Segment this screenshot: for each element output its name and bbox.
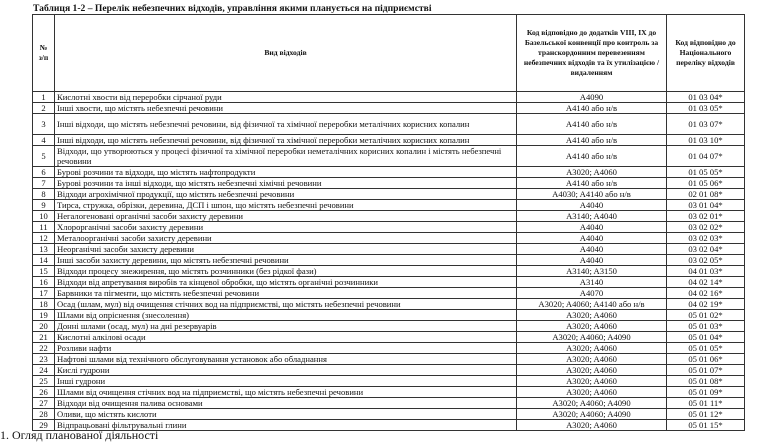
row-number-cell: 2 [33,103,55,114]
table-row [33,387,745,398]
basel-code-cell: A4040 [517,200,667,211]
national-code-cell: 05 01 09* [667,387,745,398]
basel-code-cell: A3020; A4060 [517,365,667,376]
basel-code-cell: A3140 [517,277,667,288]
table-body [33,92,745,431]
table-row [33,299,745,310]
waste-type-cell: Бурові розчини та відходи, що містять нафтопродукти [55,167,517,178]
table-row [33,321,745,332]
waste-type-cell: Нафтові шлами від технічного обслуговування установок або обладнання [55,354,517,365]
row-number-cell: 18 [33,299,55,310]
section-heading-footer: 1. Огляд планованої діяльності [0,428,159,442]
table-row [33,354,745,365]
table-row [33,365,745,376]
row-number-cell: 28 [33,409,55,420]
waste-type-cell: Відпрацьовані фільтрувальні глини [55,420,517,431]
row-number-cell: 16 [33,277,55,288]
header-waste-type: Вид відходів [55,15,517,92]
waste-type-cell: Відходи, що утворюються у процесі фізичної та хімічної переробки неметалічних корисних копалин і містять небезпечні речовини [55,146,517,167]
table-row [33,178,745,189]
table-row [33,103,745,114]
national-code-cell: 05 01 11* [667,398,745,409]
row-number-cell: 21 [33,332,55,343]
row-number-cell: 6 [33,167,55,178]
national-code-cell: 01 04 07* [667,146,745,167]
basel-code-cell: A3020; A4060 [517,343,667,354]
waste-type-cell: Інші відходи, що містять небезпечні речовини, від фізичної та хімічної переробки металічних корисних копалин [55,114,517,135]
basel-code-cell: A3020; A4060; A4140 або н/в [517,299,667,310]
waste-type-cell: Розливи нафти [55,343,517,354]
waste-type-cell: Хлорорганічні засоби захисту деревини [55,222,517,233]
national-code-cell: 05 01 06* [667,354,745,365]
table-row [33,343,745,354]
waste-type-cell: Шлами від опріснення (знесолення) [55,310,517,321]
row-number-cell: 12 [33,233,55,244]
row-number-cell: 8 [33,189,55,200]
basel-code-cell: A3020; A4060; A4090 [517,409,667,420]
basel-code-cell: A3020; A4060 [517,167,667,178]
header-national-code: Код відповідно до Національного переліку відходів [667,15,745,92]
row-number-cell: 15 [33,266,55,277]
waste-type-cell: Інші хвости, що містять небезпечні речовини [55,103,517,114]
national-code-cell: 01 03 05* [667,103,745,114]
waste-type-cell: Шлами від очищення стічних вод на підприємстві, що містять небезпечні речовини [55,387,517,398]
waste-type-cell: Оливи, що містять кислоти [55,409,517,420]
waste-type-cell: Відходи агрохімічної продукції, що містять небезпечні речовини [55,189,517,200]
national-code-cell: 05 01 07* [667,365,745,376]
waste-type-cell: Кислотні хвости від переробки сірчаної руди [55,92,517,103]
basel-code-cell: A3140; A4040 [517,211,667,222]
waste-type-cell: Відходи процесу знежирення, що містять розчинники (без рідкої фази) [55,266,517,277]
waste-type-cell: Барвники та пігменти, що містять небезпечні речовини [55,288,517,299]
national-code-cell: 03 02 04* [667,244,745,255]
national-code-cell: 02 01 08* [667,189,745,200]
table-row [33,222,745,233]
basel-code-cell: A4070 [517,288,667,299]
basel-code-cell: A4140 або н/в [517,146,667,167]
waste-type-cell: Інші гудрони [55,376,517,387]
table-row [33,92,745,103]
row-number-cell: 20 [33,321,55,332]
row-number-cell: 5 [33,146,55,167]
basel-code-cell: A3020; A4060 [517,420,667,431]
table-row [33,332,745,343]
waste-type-cell: Неорганічні засоби захисту деревини [55,244,517,255]
waste-type-cell: Негалогеновані органічні засоби захисту деревини [55,211,517,222]
waste-type-cell: Осад (шлам, мул) від очищення стічних вод на підприємстві, що містять небезпечні речовини [55,299,517,310]
table-caption: Таблиця 1-2 – Перелік небезпечних відходів, управління якими планується на підприємстві [33,3,432,14]
basel-code-cell: A3020; A4060; A4090 [517,332,667,343]
row-number-cell: 3 [33,114,55,135]
national-code-cell: 04 02 19* [667,299,745,310]
waste-type-cell: Відходи від апретування виробів та кінцевої обробки, що містять органічні розчинники [55,277,517,288]
national-code-cell: 05 01 12* [667,409,745,420]
table-row [33,310,745,321]
row-number-cell: 7 [33,178,55,189]
row-number-cell: 25 [33,376,55,387]
national-code-cell: 01 05 06* [667,178,745,189]
national-code-cell: 03 02 05* [667,255,745,266]
basel-code-cell: A4140 або н/в [517,178,667,189]
table-row [33,398,745,409]
basel-code-cell: A3020; A4060 [517,321,667,332]
table-row [33,255,745,266]
waste-type-cell: Металоорганічні засоби захисту деревини [55,233,517,244]
row-number-cell: 17 [33,288,55,299]
basel-code-cell: A4030; A4140 або н/в [517,189,667,200]
national-code-cell: 05 01 03* [667,321,745,332]
basel-code-cell: A4140 або н/в [517,114,667,135]
header-number: № з/п [33,15,55,92]
row-number-cell: 27 [33,398,55,409]
table-row [33,233,745,244]
table-row [33,200,745,211]
basel-code-cell: A4040 [517,233,667,244]
table-row [33,244,745,255]
national-code-cell: 05 01 04* [667,332,745,343]
national-code-cell: 05 01 15* [667,420,745,431]
waste-type-cell: Бурові розчини та інші відходи, що містять небезпечні хімічні речовини [55,178,517,189]
waste-type-cell: Відходи від очищення палива основами [55,398,517,409]
national-code-cell: 05 01 02* [667,310,745,321]
row-number-cell: 19 [33,310,55,321]
national-code-cell: 01 05 05* [667,167,745,178]
basel-code-cell: A4140 або н/в [517,135,667,146]
table-row [33,114,745,135]
row-number-cell: 23 [33,354,55,365]
table-row [33,266,745,277]
national-code-cell: 01 03 07* [667,114,745,135]
table-header-row [33,15,745,92]
basel-code-cell: A4040 [517,255,667,266]
table-row [33,146,745,167]
row-number-cell: 13 [33,244,55,255]
header-basel-code: Код відповідно до додатків VIII, IX до Базельської конвенції про контроль за транскордонним перевезенням небезпечних відходів та їх утилізацією / видаленням [517,15,667,92]
row-number-cell: 22 [33,343,55,354]
national-code-cell: 01 03 04* [667,92,745,103]
row-number-cell: 14 [33,255,55,266]
table-row [33,376,745,387]
waste-type-cell: Інші засоби захисту деревини, що містять небезпечні речовини [55,255,517,266]
national-code-cell: 03 02 02* [667,222,745,233]
table-row [33,189,745,200]
basel-code-cell: A3020; A4060; A4090 [517,398,667,409]
row-number-cell: 9 [33,200,55,211]
waste-type-cell: Інші відходи, що містять небезпечні речовини, від фізичної та хімічної переробки металічних корисних копалин [55,135,517,146]
row-number-cell: 4 [33,135,55,146]
waste-type-cell: Тирса, стружка, обрізки, деревина, ДСП і шпон, що містять небезпечні речовини [55,200,517,211]
row-number-cell: 1 [33,92,55,103]
table-row [33,277,745,288]
table-row [33,167,745,178]
basel-code-cell: A3020; A4060 [517,376,667,387]
row-number-cell: 11 [33,222,55,233]
national-code-cell: 03 02 01* [667,211,745,222]
basel-code-cell: A3140; A3150 [517,266,667,277]
row-number-cell: 29 [33,420,55,431]
basel-code-cell: A4040 [517,244,667,255]
row-number-cell: 26 [33,387,55,398]
national-code-cell: 04 01 03* [667,266,745,277]
national-code-cell: 05 01 08* [667,376,745,387]
waste-type-cell: Донні шлами (осад, мул) на дні резервуарів [55,321,517,332]
basel-code-cell: A4090 [517,92,667,103]
waste-type-cell: Кислі гудрони [55,365,517,376]
national-code-cell: 04 02 14* [667,277,745,288]
national-code-cell: 01 03 10* [667,135,745,146]
national-code-cell: 03 02 03* [667,233,745,244]
hazardous-waste-table [32,14,745,431]
national-code-cell: 05 01 05* [667,343,745,354]
national-code-cell: 03 01 04* [667,200,745,211]
table-row [33,288,745,299]
row-number-cell: 24 [33,365,55,376]
basel-code-cell: A3020; A4060 [517,310,667,321]
basel-code-cell: A3020; A4060 [517,387,667,398]
basel-code-cell: A4040 [517,222,667,233]
row-number-cell: 10 [33,211,55,222]
basel-code-cell: A3020; A4060 [517,354,667,365]
basel-code-cell: A4140 або н/в [517,103,667,114]
waste-type-cell: Кислотні алкілові осади [55,332,517,343]
table-row [33,135,745,146]
national-code-cell: 04 02 16* [667,288,745,299]
table-row [33,409,745,420]
table-row [33,211,745,222]
